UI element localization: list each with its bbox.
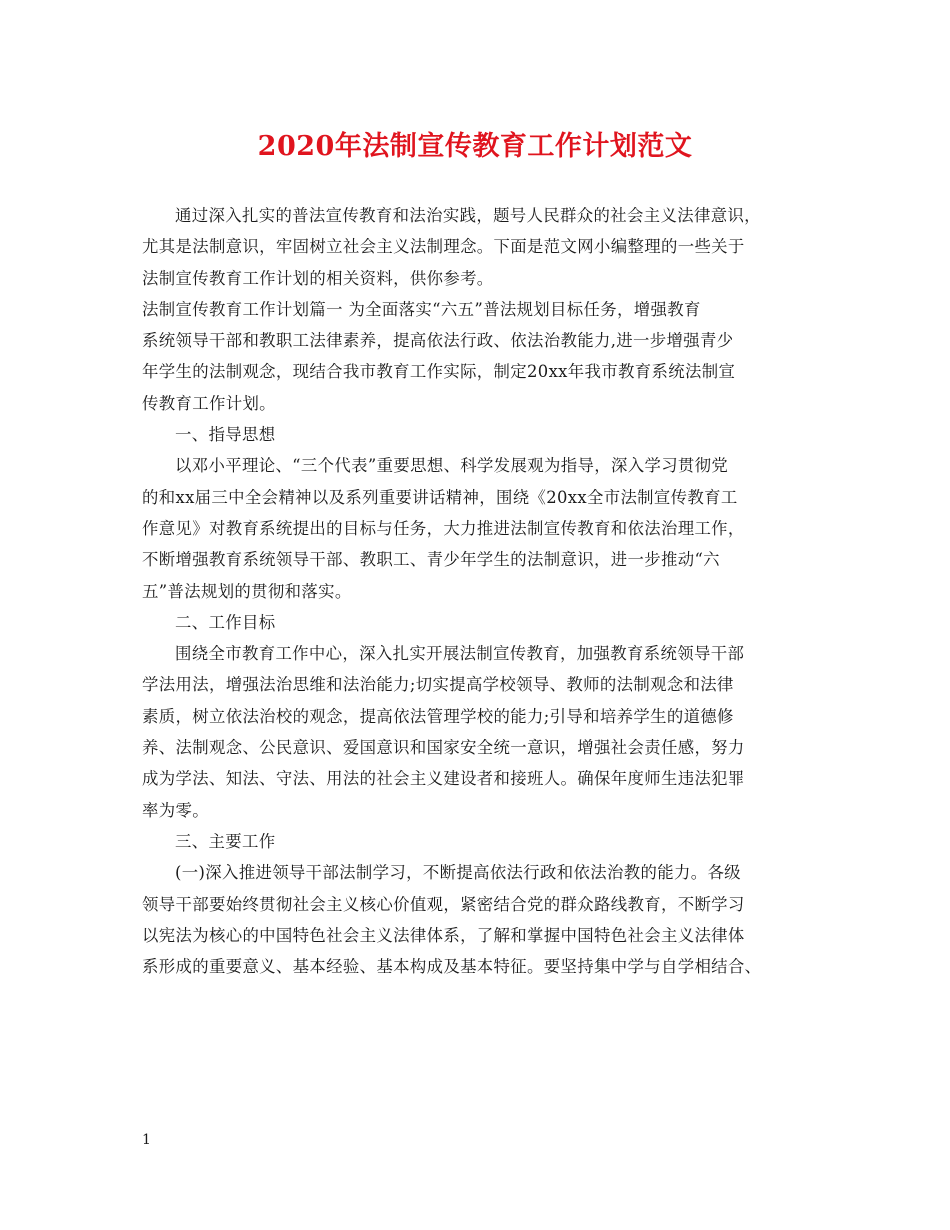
- text-line: 领导干部要始终贯彻社会主义核心价值观，紧密结合党的群众路线教育，不断学习: [142, 894, 745, 914]
- text-line: 养、法制观念、公民意识、爱国意识和国家安全统一意识，增强社会责任感，努力: [142, 738, 745, 758]
- text-line: 系统领导干部和教职工法律素养，提高依法行政、依法治教能力,进一步增强青少: [142, 331, 734, 351]
- text-line: 传教育工作计划。: [142, 393, 276, 413]
- text-line: 成为学法、知法、守法、用法的社会主义建设者和接班人。确保年度师生违法犯罪: [142, 769, 745, 789]
- text-line: 以邓小平理论、“三个代表”重要思想、科学发展观为指导，深入学习贯彻党: [175, 456, 729, 476]
- text-line: (一)深入推进领导干部法制学习，不断提高依法行政和依法治教的能力。各级: [175, 863, 741, 883]
- text-line: 学法用法，增强法治思维和法治能力;切实提高学校领导、教师的法制观念和法律: [142, 675, 734, 695]
- text-line: 系形成的重要意义、基本经验、基本构成及基本特征。要坚持集中学与自学相结合、: [142, 957, 762, 977]
- text-line: 五”普法规划的贯彻和落实。: [142, 581, 352, 601]
- text-line: 作意见》对教育系统提出的目标与任务，大力推进法制宣传教育和依法治理工作，: [142, 518, 745, 538]
- document-body: [142, 200, 812, 982]
- page-number: 1: [142, 1132, 151, 1148]
- text-line: 一、指导思想: [175, 425, 276, 445]
- text-line: 的和xx届三中全会精神以及系列重要讲话精神，围绕《20xx全市法制宣传教育工: [142, 487, 738, 507]
- text-line: 以宪法为核心的中国特色社会主义法律体系，了解和掌握中国特色社会主义法律体: [142, 925, 745, 945]
- text-line: 尤其是法制意识，牢固树立社会主义法制理念。下面是范文网小编整理的一些关于: [142, 237, 745, 257]
- text-line: 法制宣传教育工作计划篇一 为全面落实“六五”普法规划目标任务，增强教育: [142, 299, 701, 319]
- text-line: 率为零。: [142, 800, 209, 820]
- text-line: 通过深入扎实的普法宣传教育和法治实践，题号人民群众的社会主义法律意识，: [175, 206, 761, 225]
- text-line: 法制宣传教育工作计划的相关资料，供你参考。: [142, 268, 494, 288]
- text-line: 素质，树立依法治校的观念，提高依法管理学校的能力;引导和培养学生的道德修: [142, 706, 734, 726]
- document-title: 2020年法制宣传教育工作计划范文: [257, 131, 693, 162]
- text-line: 围绕全市教育工作中心，深入扎实开展法制宣传教育，加强教育系统领导干部: [175, 644, 745, 664]
- text-line: 不断增强教育系统领导干部、教职工、青少年学生的法制意识，进一步推动“六: [142, 550, 720, 570]
- text-line: 二、工作目标: [175, 612, 276, 632]
- text-line: 年学生的法制观念，现结合我市教育工作实际，制定20xx年我市教育系统法制宣: [142, 362, 736, 382]
- text-line: 三、主要工作: [175, 831, 276, 851]
